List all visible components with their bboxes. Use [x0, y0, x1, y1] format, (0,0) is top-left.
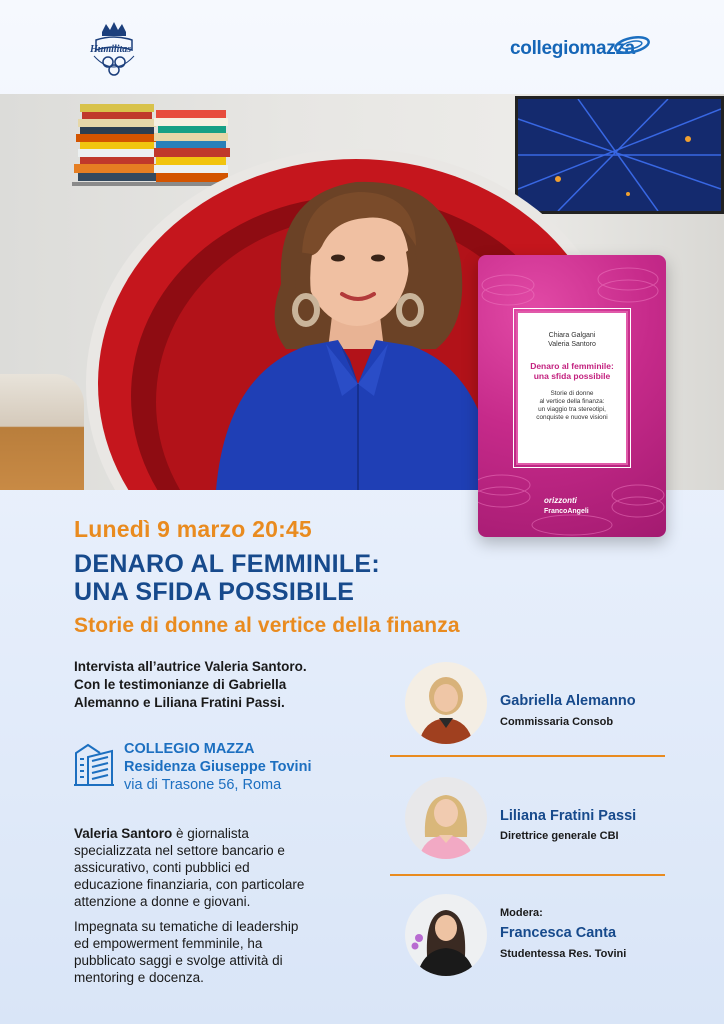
venue-block [124, 740, 311, 794]
event-title [74, 550, 380, 606]
bio-line-3: assicurativo, conti pubblici ed [74, 860, 250, 875]
author-bio-2 [74, 918, 298, 986]
intro-line-3: Alemanno e Liliana Fratini Passi. [74, 695, 285, 710]
book-publisher: FrancoAngeli [544, 508, 589, 515]
book-author-2: Valeria Santoro [548, 341, 596, 348]
header [0, 0, 724, 94]
book-title-line-2: una sfida possibile [533, 371, 611, 381]
book-subtitle-3: un viaggio tra stereotipi, [538, 406, 606, 413]
bio-line-2: specializzata nel settore bancario e [74, 843, 285, 858]
speaker-2-role: Direttrice generale CBI [500, 830, 619, 842]
crest-motto: Humilitas [90, 44, 132, 55]
bio-line-5: attenzione a donne e giovani. [74, 894, 251, 909]
bio-line-4: educazione finanziaria, con particolare [74, 877, 305, 892]
book-label-panel [516, 311, 628, 465]
speaker-divider-2 [390, 874, 665, 876]
speaker-1-role: Commissaria Consob [500, 716, 614, 728]
bio2-line-3: pubblicato saggi e svolge attività di [74, 953, 283, 968]
armchair [0, 374, 84, 490]
avatar-gabriella-alemanno [405, 662, 487, 744]
book-series: orizzonti [544, 496, 577, 505]
book-title-line-1: Denaro al femminile: [530, 361, 614, 371]
event-title-line-1: DENARO AL FEMMINILE: [74, 550, 380, 578]
bio2-line-4: mentoring e docenza. [74, 970, 204, 985]
avatar-liliana-fratini-passi [405, 777, 487, 859]
speaker-divider-1 [390, 755, 665, 757]
brand-text-collegio: collegio [510, 38, 580, 59]
moderator-role: Studentessa Res. Tovini [500, 948, 627, 960]
bio2-line-1: Impegnata su tematiche di leadership [74, 919, 299, 934]
event-subtitle: Storie di donne al vertice della finanza [74, 614, 460, 637]
venue-address: via di Trasone 56, Roma [124, 777, 282, 793]
author-bio [74, 825, 364, 910]
brand-text-mazza: mazza [579, 38, 635, 59]
intro-line-1: Intervista all’autrice Valeria Santoro. [74, 659, 307, 674]
book-subtitle-2: al vertice della finanza: [539, 398, 605, 405]
event-date: Lunedì 9 marzo 20:45 [74, 516, 312, 542]
bio2-line-2: ed empowerment femminile, ha [74, 936, 263, 951]
speaker-1-name: Gabriella Alemanno [500, 693, 636, 709]
venue-name: COLLEGIO MAZZA [124, 741, 255, 757]
event-title-line-2: UNA SFIDA POSSIBILE [74, 578, 355, 606]
collegio-mazza-logo [510, 34, 635, 64]
book-subtitle-4: conquiste e nuove visioni [536, 414, 608, 421]
book-author-1: Chiara Galgani [548, 332, 596, 339]
bio-author-name: Valeria Santoro [74, 826, 173, 841]
moderator-name: Francesca Canta [500, 925, 617, 941]
brand-ring-icon [612, 34, 652, 56]
building-icon [72, 741, 116, 787]
avatar-francesca-canta [405, 894, 487, 976]
intro-line-2: Con le testimonianze di Gabriella [74, 677, 287, 692]
venue-residence: Residenza Giuseppe Tovini [124, 759, 312, 775]
event-intro [74, 658, 374, 712]
speaker-2-name: Liliana Fratini Passi [500, 808, 637, 824]
book-subtitle-1: Storie di donne [550, 390, 594, 397]
book-cover [478, 255, 666, 537]
bio-line-1: è giornalista [172, 826, 249, 841]
moderator-label: Modera: [500, 907, 543, 919]
